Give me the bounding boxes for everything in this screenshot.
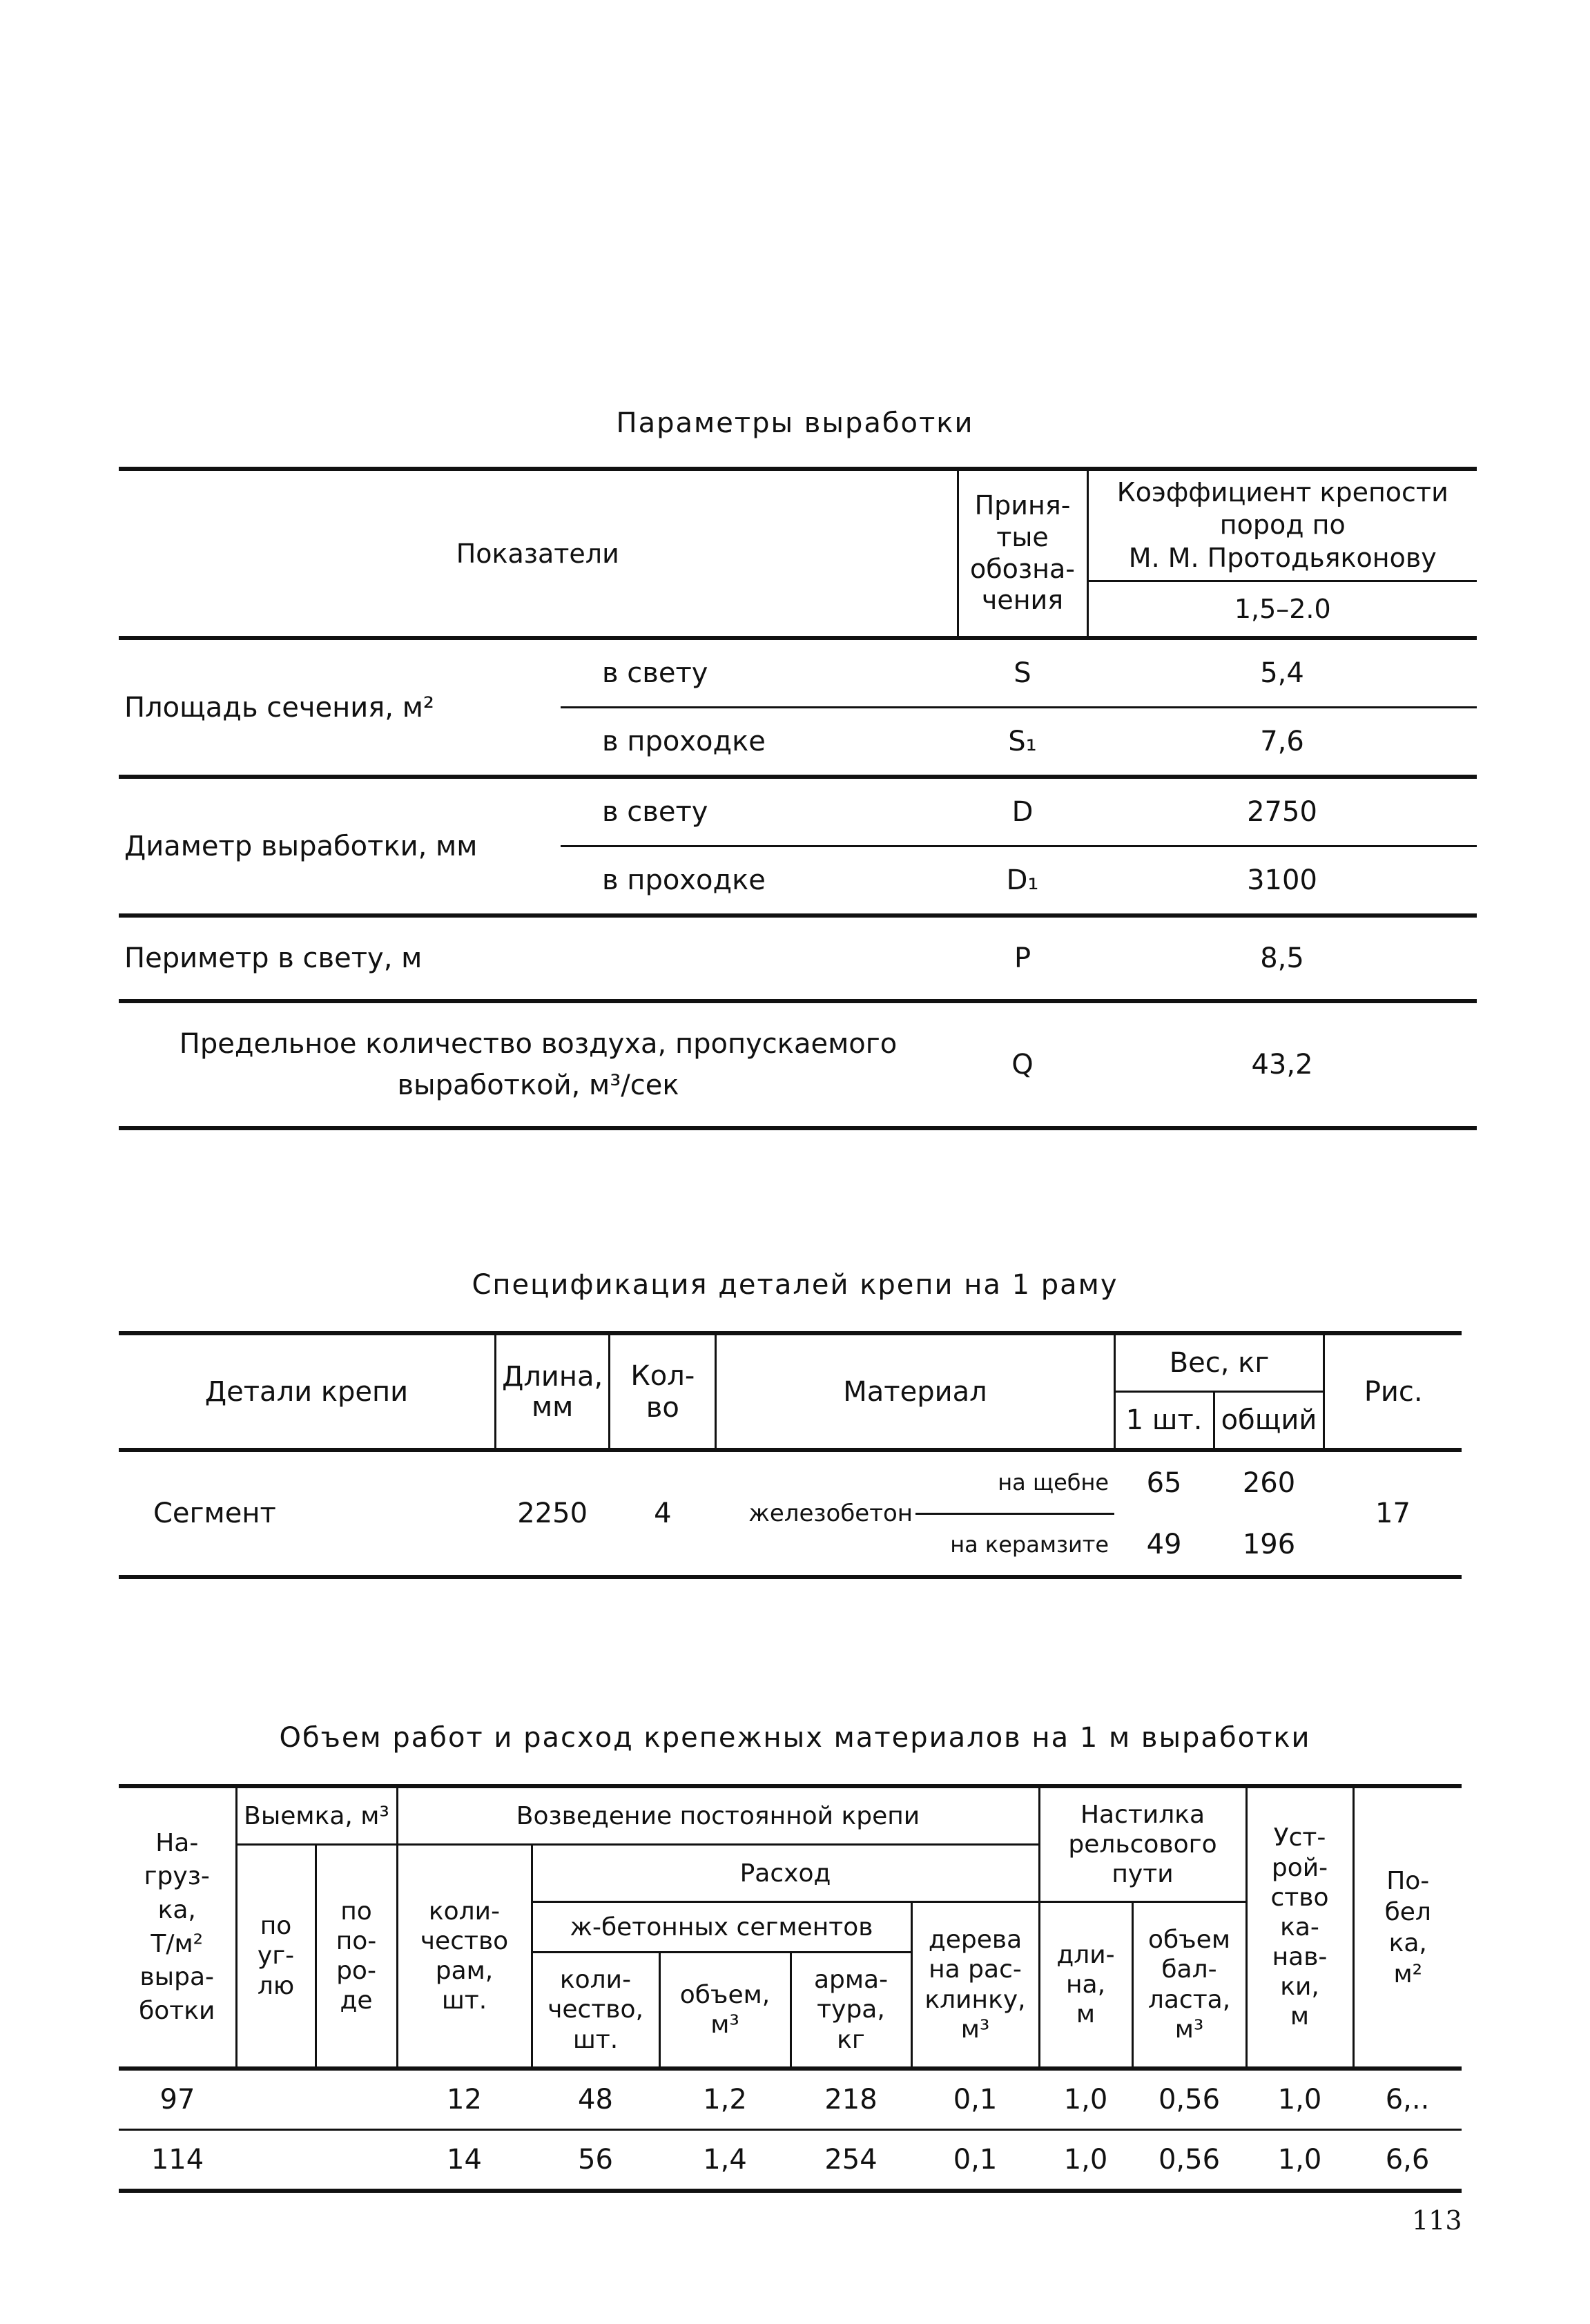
row-whitewash: 6,.. (1353, 2069, 1462, 2130)
row-value: 43,2 (1087, 1001, 1477, 1128)
header-material: Материал (716, 1333, 1114, 1450)
spec-length: 2250 (496, 1450, 610, 1577)
spec-weight-total-a: 260 (1242, 1466, 1296, 1499)
spec-weight-one-b: 49 (1114, 1513, 1214, 1577)
row-frames: 12 (397, 2069, 532, 2130)
row-seg-armature: 254 (791, 2130, 911, 2191)
row-wood: 0,1 (911, 2130, 1039, 2191)
row-perimeter: Периметр в свету, м (119, 916, 958, 1001)
row-symbol: P (958, 916, 1087, 1001)
row-seg-qty: 56 (532, 2130, 659, 2191)
header-ditch: Уст- рой- ство ка- нав- ки, м (1246, 1786, 1353, 2069)
row-rock (316, 2130, 397, 2191)
spec-material: железобетон (716, 1450, 915, 1577)
row-seg-volume: 1,4 (659, 2130, 791, 2191)
header-coefficient: Коэффициент крепости пород по М. М. Протодьяконову (1087, 469, 1477, 581)
header-weight: Вес, кг (1114, 1333, 1324, 1392)
spec-variant-1: на щебне (915, 1450, 1114, 1513)
row-seg-armature: 218 (791, 2069, 911, 2130)
row-symbol: S₁ (958, 708, 1087, 777)
row-group-diameter: Диаметр выработки, мм (119, 777, 561, 916)
spec-weight-one-a: 65 (1146, 1466, 1182, 1499)
row-symbol: D (958, 777, 1087, 846)
header-wood: дерева на рас- клинку, м³ (911, 1902, 1039, 2069)
page-number: 113 (1412, 2205, 1462, 2236)
header-figure: Рис. (1324, 1333, 1462, 1450)
row-whitewash: 6,6 (1353, 2130, 1462, 2191)
row-load: 97 (119, 2069, 236, 2130)
row-seg-qty: 48 (532, 2069, 659, 2130)
header-coal: по уг- лю (236, 1845, 316, 2069)
spec-weight-total-b: 196 (1214, 1513, 1324, 1577)
header-segments: ж-бетонных сегментов (532, 1902, 911, 1953)
row-load: 114 (119, 2130, 236, 2191)
row-ditch: 1,0 (1246, 2069, 1353, 2130)
parameters-table (119, 467, 1477, 1130)
header-symbols: Приня- тые обозна- чения (958, 469, 1087, 638)
works-volume-table (119, 1784, 1462, 2193)
row-sub-label: в свету (561, 777, 958, 846)
header-indicators: Показатели (119, 469, 958, 638)
spec-qty: 4 (610, 1450, 716, 1577)
header-seg-volume: объем, м³ (659, 1953, 791, 2069)
row-value: 7,6 (1087, 708, 1477, 777)
row-value: 5,4 (1087, 638, 1477, 708)
header-qty: Кол-во (610, 1333, 716, 1450)
header-erection: Возведение постоянной крепи (397, 1786, 1039, 1845)
row-value: 2750 (1087, 777, 1477, 846)
header-details: Детали крепи (119, 1333, 496, 1450)
row-coal (236, 2130, 316, 2191)
row-value: 3100 (1087, 846, 1477, 916)
row-coal (236, 2069, 316, 2130)
table1-title: Параметры выработки (616, 407, 974, 439)
row-symbol: Q (958, 1001, 1087, 1128)
header-track: Настилка рельсового пути (1039, 1786, 1246, 1902)
row-seg-volume: 1,2 (659, 2069, 791, 2130)
header-rock: по по- ро- де (316, 1845, 397, 2069)
header-whitewash: По- бел ка, м² (1353, 1786, 1462, 2069)
header-ballast: объем бал- ласта, м³ (1132, 1902, 1246, 2069)
header-track-length: дли- на, м (1039, 1902, 1132, 2069)
spec-name: Сегмент (119, 1450, 496, 1577)
row-sub-label: в свету (561, 638, 958, 708)
header-weight-one: 1 шт. (1114, 1392, 1214, 1451)
header-coef-range: 1,5–2.0 (1087, 581, 1477, 639)
header-length: Длина, мм (496, 1333, 610, 1450)
header-excavation: Выемка, м³ (236, 1786, 397, 1845)
table3-title: Объем работ и расход крепежных материалов на 1 м выработки (279, 1722, 1311, 1754)
row-rock (316, 2069, 397, 2130)
header-weight-total: общий (1214, 1392, 1324, 1451)
row-group-area: Площадь сечения, м² (119, 638, 561, 777)
header-seg-armature: арма- тура, кг (791, 1953, 911, 2069)
row-ballast: 0,56 (1132, 2130, 1246, 2191)
row-symbol: D₁ (958, 846, 1087, 916)
header-frames: коли- чество рам, шт. (397, 1845, 532, 2069)
row-frames: 14 (397, 2130, 532, 2191)
table2-title: Спецификация деталей крепи на 1 раму (472, 1269, 1118, 1301)
header-seg-qty: коли- чество, шт. (532, 1953, 659, 2069)
row-wood: 0,1 (911, 2069, 1039, 2130)
row-track-length: 1,0 (1039, 2069, 1132, 2130)
row-ditch: 1,0 (1246, 2130, 1353, 2191)
row-track-length: 1,0 (1039, 2130, 1132, 2191)
row-sub-label: в проходке (561, 846, 958, 916)
header-consumption: Расход (532, 1845, 1039, 1902)
row-value: 8,5 (1087, 916, 1477, 1001)
row-symbol: S (958, 638, 1087, 708)
row-ballast: 0,56 (1132, 2069, 1246, 2130)
spec-figure: 17 (1324, 1450, 1462, 1577)
row-sub-label: в проходке (561, 708, 958, 777)
spec-variant-2: на керамзите (915, 1513, 1114, 1577)
specification-table (119, 1331, 1462, 1579)
row-air-quantity: Предельное количество воздуха, пропускаемого выработкой, м³/сек (119, 1001, 958, 1128)
header-load: На- груз- ка, Т/м² выра- ботки (119, 1786, 236, 2069)
